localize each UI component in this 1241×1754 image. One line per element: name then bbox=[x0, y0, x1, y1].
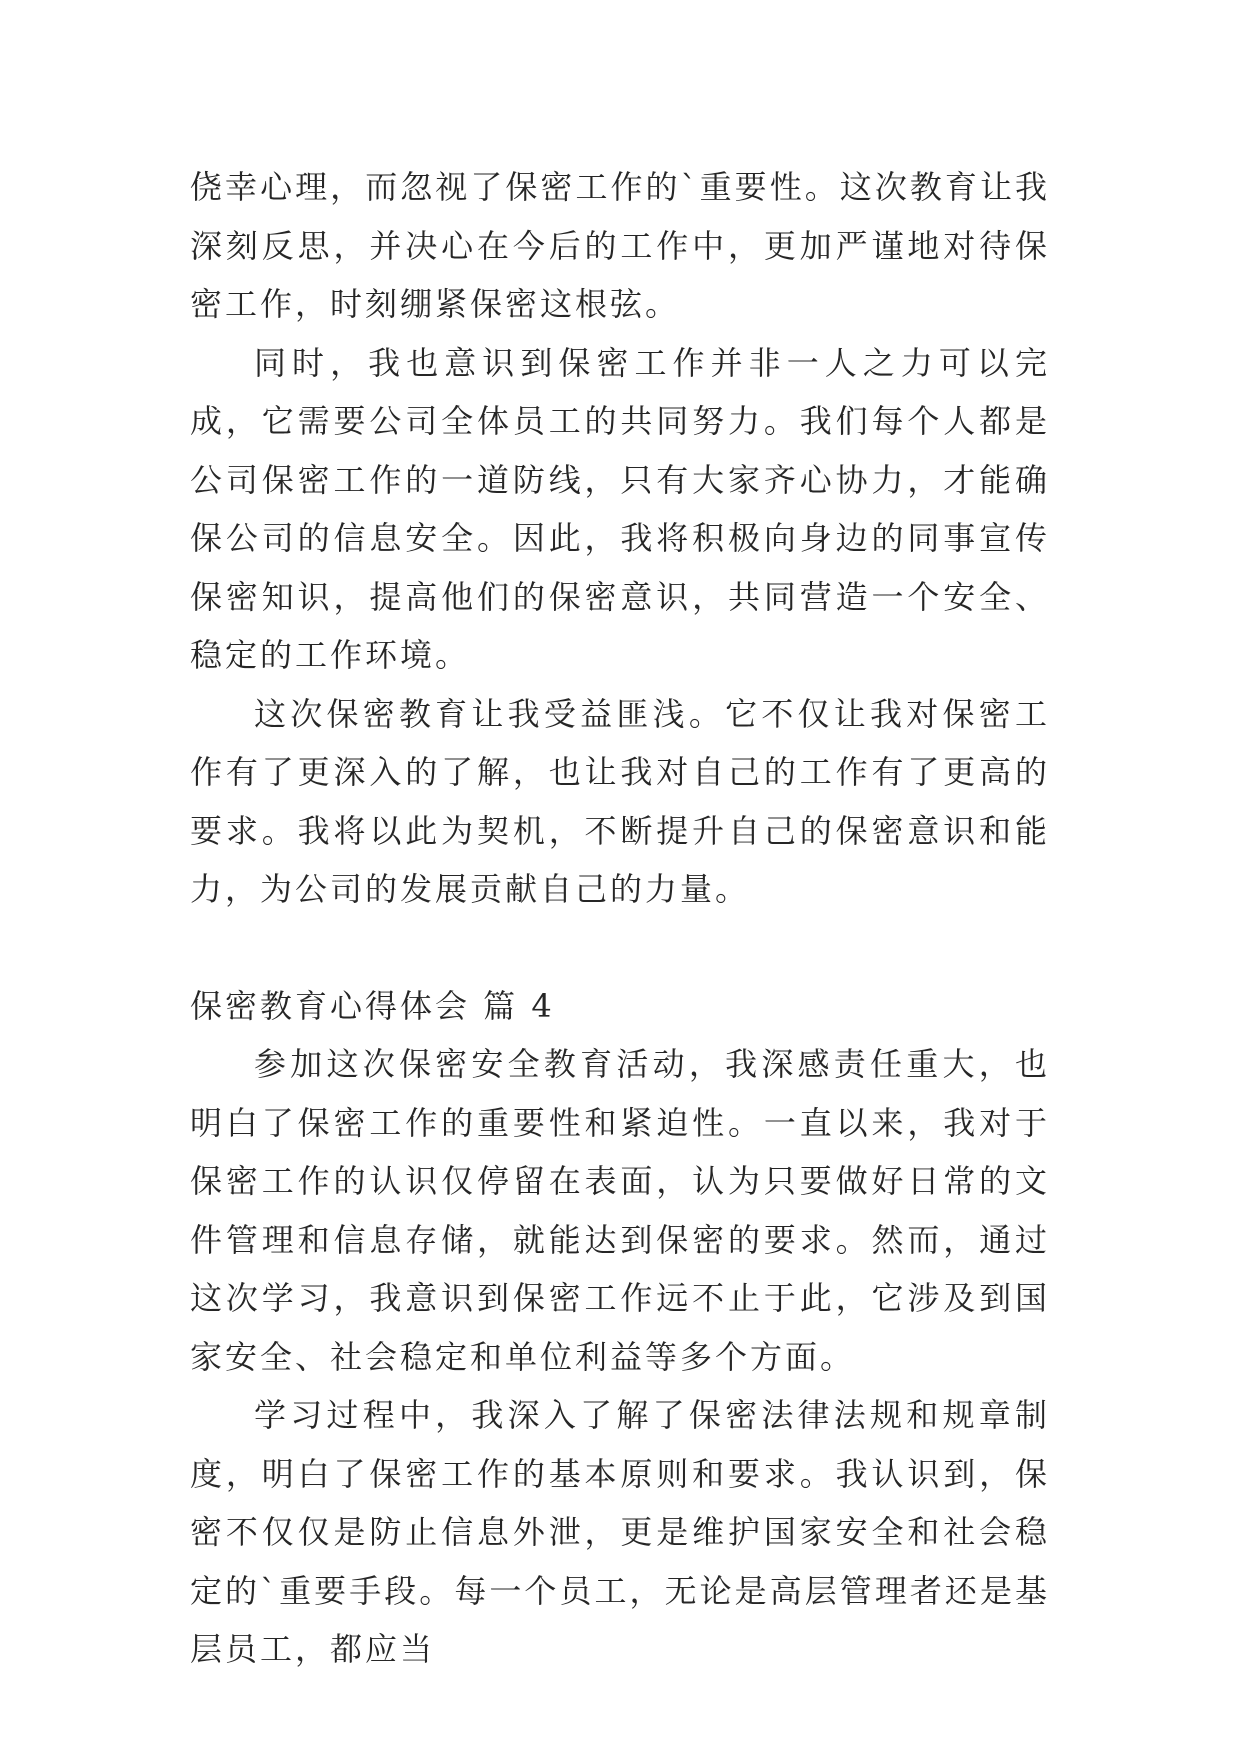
paragraph: 参加这次保密安全教育活动，我深感责任重大，也明白了保密工作的重要性和紧迫性。一直以来，我对于保密工作的认识仅停留在表面，认为只要做好日常的文件管理和信息存储，就能达到保密的要求。然而，通过这次学习，我意识到保密工作远不止于此，它涉及到国家安全、社会稳定和单位利益等多个方面。 bbox=[190, 1045, 1050, 1376]
section-heading: 保密教育心得体会 篇 4 bbox=[190, 986, 555, 1025]
paragraph-continued: 侥幸心理，而忽视了保密工作的`重要性。这次教育让我深刻反思，并决心在今后的工作中，更加严谨地对待保密工作，时刻绷紧保密这根弦。 bbox=[190, 168, 1050, 323]
paragraph: 这次保密教育让我受益匪浅。它不仅让我对保密工作有了更深入的了解，也让我对自己的工作有了更高的要求。我将以此为契机，不断提升自己的保密意识和能力，为公司的发展贡献自己的力量。 bbox=[190, 694, 1050, 908]
paragraph: 同时，我也意识到保密工作并非一人之力可以完成，它需要公司全体员工的共同努力。我们每个人都是公司保密工作的一道防线，只有大家齐心协力，才能确保公司的信息安全。因此，我将积极向身边的同事宣传保密知识，提高他们的保密意识，共同营造一个安全、稳定的工作环境。 bbox=[190, 343, 1050, 674]
document-body bbox=[190, 158, 1050, 1679]
paragraph: 学习过程中，我深入了解了保密法律法规和规章制度，明白了保密工作的基本原则和要求。我认识到，保密不仅仅是防止信息外泄，更是维护国家安全和社会稳定的`重要手段。每一个员工，无论是高层管理者还是基层员工，都应当 bbox=[190, 1396, 1050, 1668]
